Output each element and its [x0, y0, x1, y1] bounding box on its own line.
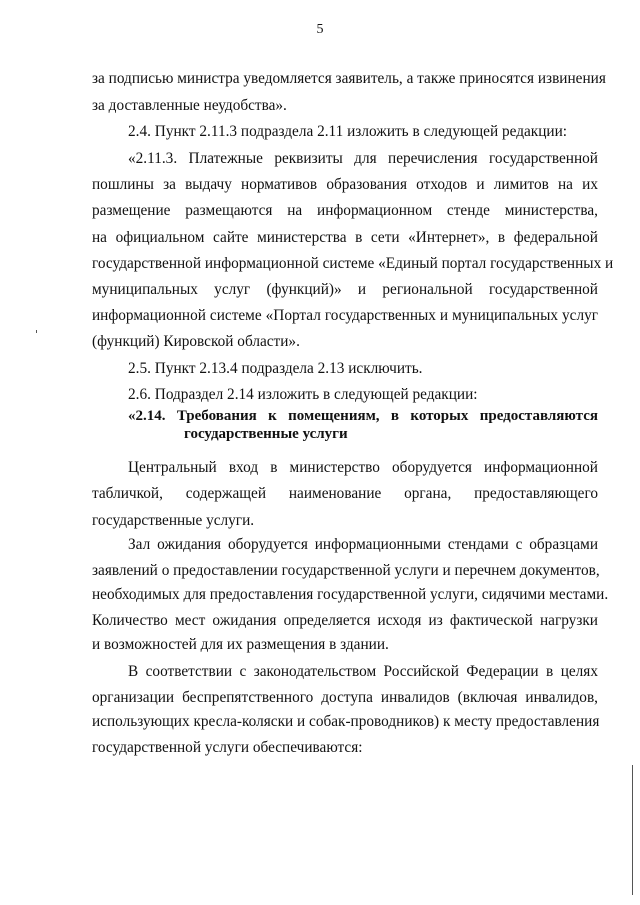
text-line: за доставленные неудобства». [92, 97, 287, 114]
text-line: государственной услуги обеспечиваются: [92, 739, 363, 756]
text-line: на официальном сайте министерства в сети «Интернет», в федеральной [92, 229, 598, 246]
text-line: пошлины за выдачу нормативов образования отходов и лимитов на их [92, 176, 598, 193]
text-line: заявлений о предоставлении государственной услуги и перечнем документов, [92, 562, 600, 579]
text-line: за подписью министра уведомляется заявитель, а также приносятся извинения [92, 70, 606, 87]
text-line: Центральный вход в министерство оборудуется информационной [128, 459, 598, 476]
scan-edge-mark [632, 765, 633, 895]
text-line: В соответствии с законодательством Российской Федерации в целях [128, 663, 598, 680]
section-heading-continued: государственные услуги [184, 426, 348, 442]
text-line: использующих кресла-коляски и собак-проводников) к месту предоставления [92, 713, 600, 730]
text-line: и возможностей для их размещения в здании. [92, 636, 389, 653]
text-line: Зал ожидания оборудуется информационными стендами с образцами [128, 536, 598, 553]
text-line: размещение размещаются на информационном стенде министерства, [92, 202, 598, 219]
text-line: организации беспрепятственного доступа инвалидов (включая инвалидов, [92, 689, 598, 706]
text-line: 2.5. Пункт 2.13.4 подраздела 2.13 исключить. [128, 360, 423, 377]
page-number: 5 [316, 22, 324, 37]
text-line: 2.4. Пункт 2.11.3 подраздела 2.11 изложить в следующей редакции: [128, 123, 568, 140]
text-line: муниципальных услуг (функций)» и региональной государственной [92, 281, 598, 298]
text-line: Количество мест ожидания определяется исходя из фактической нагрузки [92, 612, 598, 629]
text-line: информационной системе «Портал государственных и муниципальных услуг [92, 307, 598, 324]
text-line: необходимых для предоставления государственной услуги, сидячими местами. [92, 586, 609, 603]
scan-dot [36, 330, 37, 333]
text-line: государственной информационной системе «Единый портал государственных и [92, 255, 614, 272]
section-heading: «2.14. Требования к помещениям, в которых предоставляются [128, 408, 598, 424]
text-line: государственные услуги. [92, 512, 255, 529]
text-line: (функций) Кировской области». [92, 333, 300, 350]
text-line: табличкой, содержащей наименование органа, предоставляющего [92, 485, 598, 502]
text-line: 2.6. Подраздел 2.14 изложить в следующей редакции: [128, 386, 478, 403]
text-line: «2.11.3. Платежные реквизиты для перечисления государственной [128, 150, 598, 167]
